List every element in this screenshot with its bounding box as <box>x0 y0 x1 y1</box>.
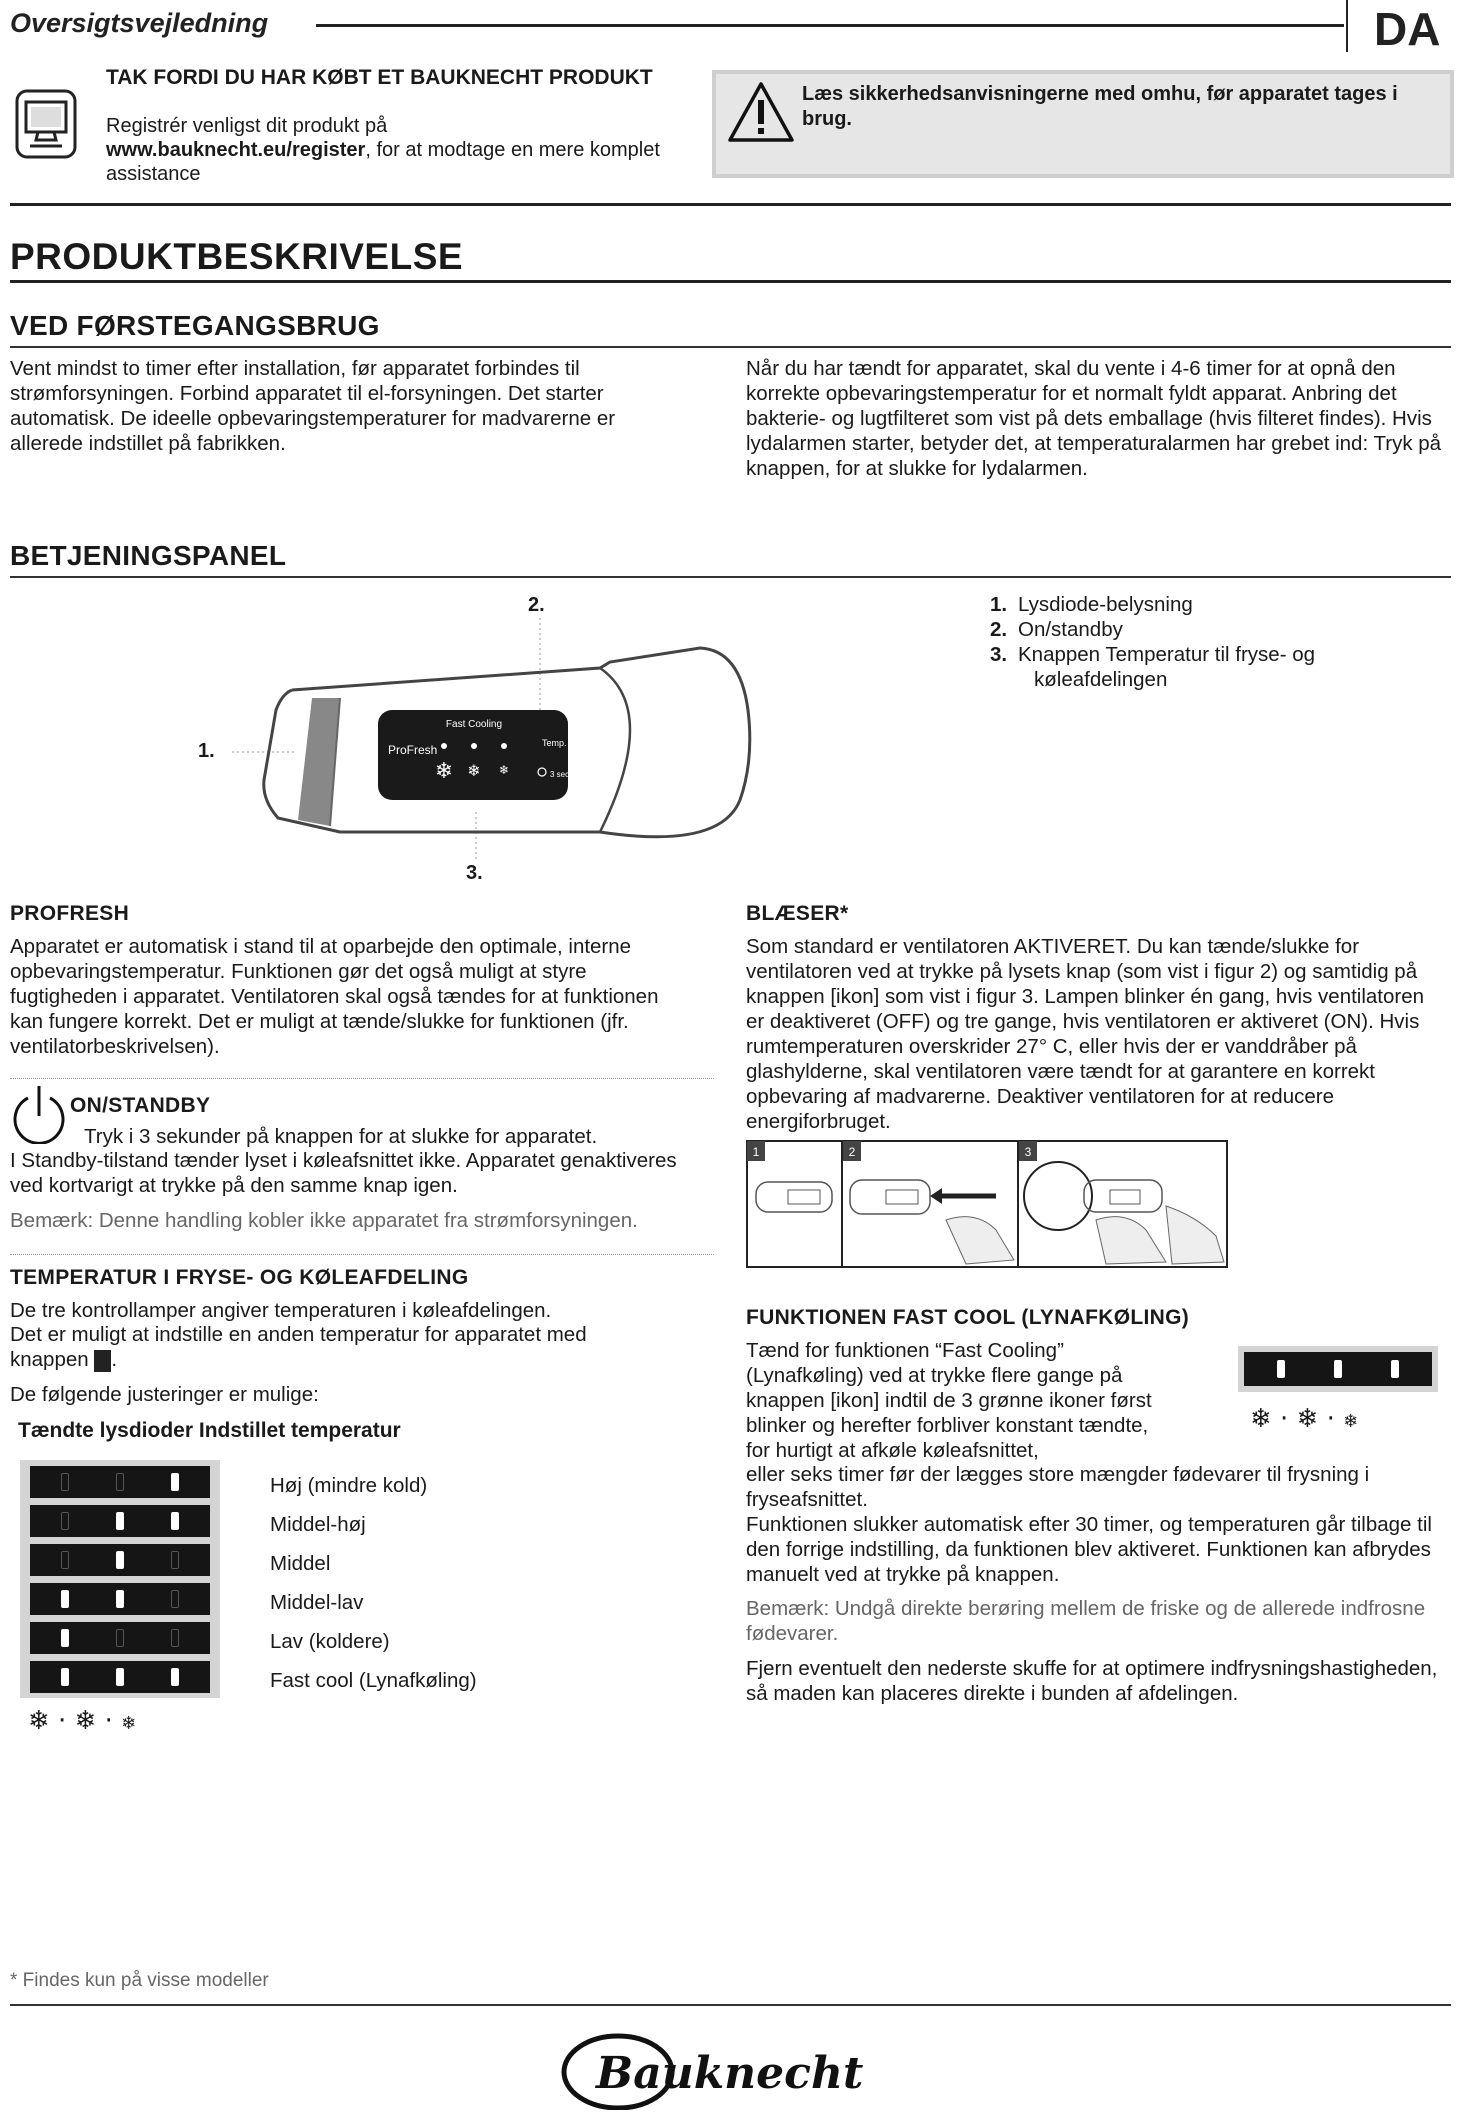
safety-warning-box <box>712 70 1454 178</box>
product-rule <box>10 280 1451 283</box>
fast-cooling-label: Fast Cooling <box>445 719 503 730</box>
temperature-levels <box>270 1466 477 1700</box>
temp-label: Temp. <box>542 738 567 748</box>
fastcool-text2: eller seks timer før der lægges store mængder fødevarer til frysning i fryseafsnittet. <box>746 1463 1370 1511</box>
first-use-left-text: Vent mindst to timer efter installation, før apparatet forbindes til strømforsyningen. Forbind apparatet til el-forsyningen. Det starter automatisk. De ideelle opbevaringstemperaturer for madvarerne er allerede indstillet på fabrikken. <box>10 357 616 455</box>
fastcool-text3: Funktionen slukker automatisk efter 30 timer, og temperaturen går tilbage til den forrige indstilling, da funktionen blev aktiveret. Funktionen kan afbrydes manuelt ved at trykke på knappen. <box>746 1513 1432 1586</box>
bauknecht-logo <box>560 2030 900 2110</box>
fan-figure-strip <box>746 1140 1228 1268</box>
temperature-title: TEMPERATUR I FRYSE- OG KØLEAFDELING <box>10 1266 469 1289</box>
legend-item: 3. Knappen Temperatur til fryse- og <box>990 643 1316 666</box>
temp-button-icon <box>94 1350 111 1372</box>
language-code: DA <box>1374 3 1441 55</box>
legend-item: køleafdelingen <box>1034 668 1168 691</box>
register-text-after: , for at modtage en mere komplet assistance <box>106 139 660 185</box>
temperature-line1: De tre kontrollamper angiver temperaturen i køleafdelingen. <box>10 1299 552 1322</box>
header-title: Oversigtsvejledning <box>10 8 269 38</box>
footer-rule <box>10 2004 1451 2006</box>
snowflake-icons: ❄ · ❄ · ❄ <box>28 1706 137 1736</box>
profresh-title: PROFRESH <box>10 902 130 925</box>
figure-label: 3 <box>1024 1145 1032 1159</box>
register-text-before: Registrér venligst dit produkt på <box>106 115 388 137</box>
onstandby-note: Bemærk: Denne handling kobler ikke apparatet fra strømforsyningen. <box>10 1209 638 1232</box>
panel-legend <box>990 592 1315 692</box>
led-row <box>30 1583 210 1615</box>
svg-text:❄: ❄ <box>434 759 454 784</box>
temperature-level: Middel-lav <box>270 1591 364 1614</box>
callout-1: 1. <box>198 740 215 762</box>
register-text <box>106 114 686 186</box>
temperature-level: Høj (mindre kold) <box>270 1474 428 1497</box>
legend-item: 2. On/standby <box>990 618 1123 641</box>
temperature-level: Middel <box>270 1552 331 1575</box>
hold-label: 3 sec <box>550 770 570 779</box>
profresh-label: ProFresh <box>388 743 438 757</box>
temperature-line2: Det er muligt at indstille en anden temperatur for apparatet med knappen . <box>10 1323 587 1371</box>
svg-text:❄: ❄ <box>498 763 510 777</box>
led-row <box>30 1544 210 1576</box>
figure-label: 2 <box>848 1145 856 1159</box>
warning-triangle-icon <box>726 80 796 144</box>
temperature-table-header: Tændte lysdioder Indstillet temperatur <box>18 1419 401 1442</box>
fastcool-text1: Tænd for funktionen “Fast Cooling” (Lynafkøling) ved at trykke flere gange på knappen [ikon] indtil de 3 grønne ikoner først blinker og herefter forbliver konstant tændte, for hurtigt at afkøle køleafsnittet, <box>746 1339 1152 1462</box>
first-use-rule <box>10 346 1451 348</box>
onstandby-title: ON/STANDBY <box>70 1094 211 1117</box>
footnote: * Findes kun på visse modeller <box>10 1970 269 1991</box>
divider <box>10 1078 714 1079</box>
fan-text: Som standard er ventilatoren AKTIVERET. Du kan tænde/slukke for ventilatoren ved at trykke på lysets knap (som vist i figur 2) og samtidig på knappen [ikon] som vist i figur 3. Lampen blinker én gang, hvis ventilatoren er deaktiveret (OFF) og tre gange, hvis ventilatoren er aktiveret (ON). Hvis rumtemperaturen overskrider 27° C, eller hvis der er vanddråber på glashylderne, skal ventilatoren være tændt for at garantere en korrekt opbevaring af madvarerne. Deaktiver ventilatoren for at reducere energiforbruget. <box>746 935 1425 1133</box>
temperature-line3: De følgende justeringer er mulige: <box>10 1383 319 1406</box>
section-rule <box>10 203 1451 206</box>
register-title: TAK FORDI DU HAR KØBT ET BAUKNECHT PRODUKT <box>106 66 653 89</box>
led-row <box>30 1505 210 1537</box>
fastcool-led-panel <box>1238 1346 1438 1392</box>
callout-3: 3. <box>466 862 483 884</box>
panel-rule <box>10 576 1451 578</box>
header-divider <box>1346 0 1348 52</box>
brand-text: Bauknecht <box>596 2048 864 2099</box>
power-icon <box>10 1082 68 1144</box>
led-row <box>30 1622 210 1654</box>
first-use-right-text: Når du har tændt for apparatet, skal du vente i 4-6 timer for at opnå den korrekte opbevaringstemperatur for et normalt fyldt apparat. Anbring det bakterie- og lugtfilteret som vist på dets emballage (hvis filteret findes). Hvis lydalarmen starter, betyder det, at temperaturalarmen har grebet ind: Tryk på knappen, for at slukke for lydalarmen. <box>746 357 1442 480</box>
legend-item: 1. Lysdiode-belysning <box>990 593 1193 616</box>
fastcool-title: FUNKTIONEN FAST COOL (LYNAFKØLING) <box>746 1306 1190 1329</box>
figure-label: 1 <box>752 1145 760 1159</box>
register-computer-icon <box>14 88 78 160</box>
temperature-level: Fast cool (Lynafkøling) <box>270 1669 477 1692</box>
led-row <box>30 1466 210 1498</box>
first-use-title: VED FØRSTEGANGSBRUG <box>10 310 380 341</box>
led-table <box>20 1460 220 1698</box>
fastcool-note: Bemærk: Undgå direkte berøring mellem de friske og de allerede indfrosne fødevarer. <box>746 1597 1426 1645</box>
callout-2: 2. <box>528 594 545 616</box>
onstandby-text: I Standby-tilstand tænder lyset i køleafsnittet ikke. Apparatet genaktiveres ved kortvarigt at trykke på den samme knap igen. <box>10 1149 677 1197</box>
led-row <box>30 1661 210 1693</box>
temperature-level: Middel-høj <box>270 1513 366 1536</box>
product-title: PRODUKTBESKRIVELSE <box>10 236 464 277</box>
divider <box>10 1254 714 1255</box>
svg-text:❄: ❄ <box>467 761 481 780</box>
panel-title: BETJENINGSPANEL <box>10 540 287 571</box>
temperature-level: Lav (koldere) <box>270 1630 390 1653</box>
fastcool-snowflake-icons: ❄ · ❄ · ❄ <box>1250 1404 1359 1434</box>
fan-title: BLÆSER* <box>746 902 849 925</box>
fastcool-text4: Fjern eventuelt den nederste skuffe for at optimere indfrysningshastigheden, så maden kan placeres direkte i bunden af afdelingen. <box>746 1657 1438 1705</box>
onstandby-line1: Tryk i 3 sekunder på knappen for at slukke for apparatet. <box>84 1125 598 1148</box>
header-rule <box>316 24 1344 27</box>
register-url[interactable]: www.bauknecht.eu/register <box>106 139 366 161</box>
profresh-text: Apparatet er automatisk i stand til at oparbejde den optimale, interne opbevaringstemperatur. Funktionen gør det også muligt at styre fugtigheden i apparatet. Ventilatoren skal også tændes for at funktionen kan fungere korrekt. Det er muligt at tænde/slukke for funktionen (jfr. ventilatorbeskrivelsen). <box>10 935 659 1058</box>
safety-warning-text: Læs sikkerhedsanvisningerne med omhu, før apparatet tages i brug. <box>802 83 1398 130</box>
control-panel-illustration <box>220 600 760 865</box>
